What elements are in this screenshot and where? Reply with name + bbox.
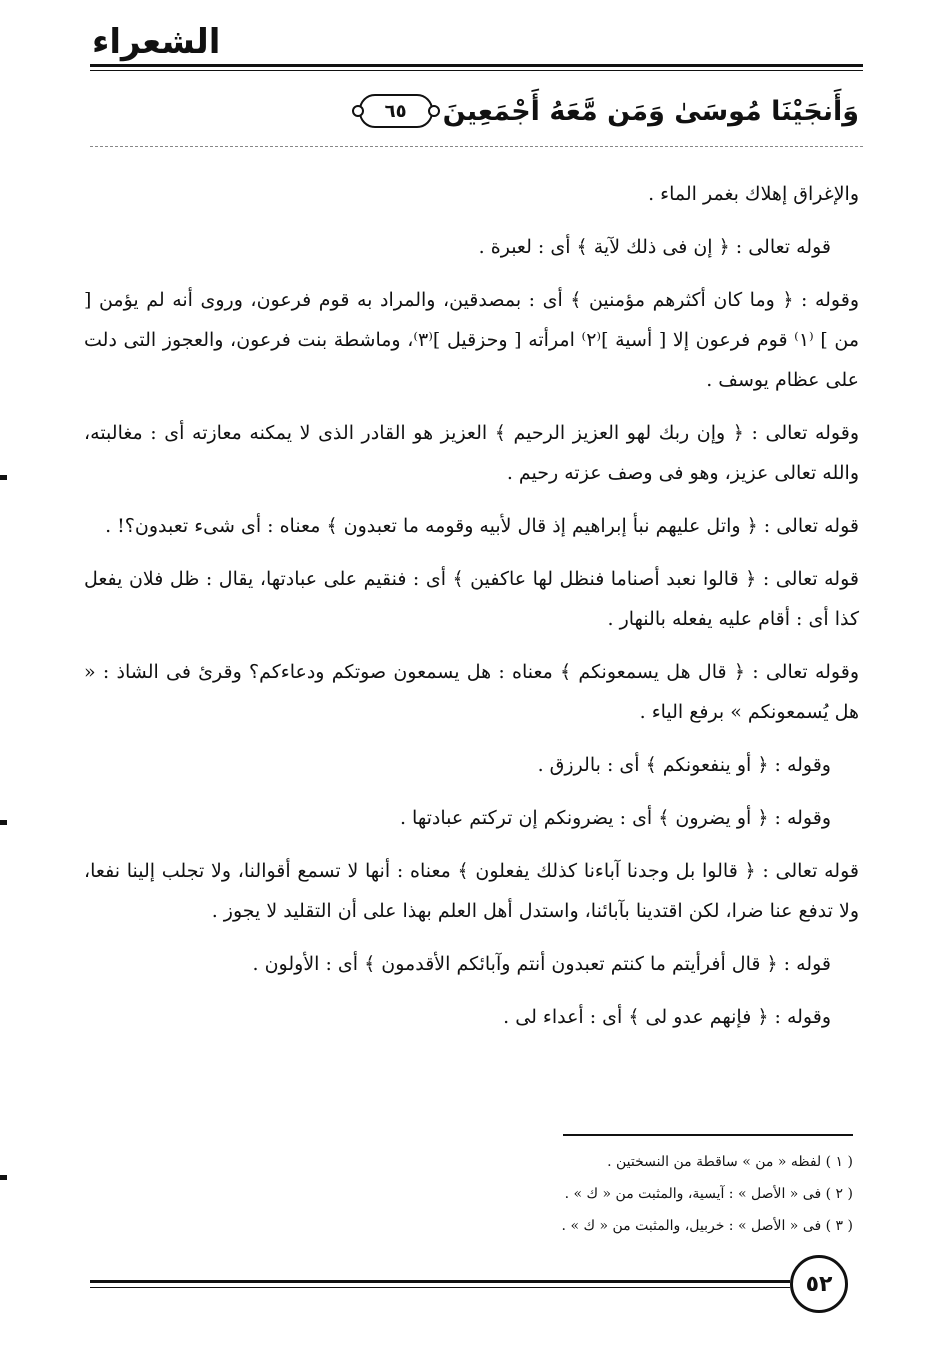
- paragraph: قوله تعالى : ﴿ واتل عليهم نبأ إبراهيم إذ قال لأبيه وقومه ما تعبدون ﴾ معناه : أى شىء تعبدون؟! .: [105, 515, 859, 537]
- footnote: ( ٢ ) فى « الأصل » : آيسية، والمثبت من « ك » .: [564, 1186, 853, 1202]
- footnotes: [473, 1146, 853, 1242]
- page-number: ٥٢: [790, 1255, 848, 1313]
- paragraph: قوله تعالى : ﴿ قالوا بل وجدنا آباءنا كذلك يفعلون ﴾ معناه : أنها لا تسمع أقوالنا، ولا تجلب إلينا نفعا، ولا تدفع عنا ضرا، لكن اقتدينا بآبائنا، واستدل أهل العلم بهذا على أن التقليد لا يجوز .: [84, 860, 859, 922]
- paragraph: قوله : ﴿ قال أفرأيتم ما كنتم تعبدون أنتم وآبائكم الأقدمون ﴾ أى : الأولون .: [252, 953, 831, 975]
- footer-rule-thick: [90, 1280, 790, 1283]
- ayah-number: ٦٥: [384, 100, 407, 122]
- footnote: ( ٣ ) فى « الأصل » : خربيل، والمثبت من « ك » .: [561, 1218, 853, 1234]
- commentary-body: [84, 174, 859, 1050]
- paragraph: وقوله : ﴿ أو ينفعونكم ﴾ أى : بالرزق .: [537, 754, 831, 776]
- footnote: ( ١ ) لفظه « من » ساقطة من النسختين .: [607, 1154, 853, 1170]
- paragraph: قوله تعالى : ﴿ إن فى ذلك لآية ﴾ أى : لعبرة .: [478, 236, 831, 258]
- verse-heading: [359, 94, 859, 128]
- margin-mark: [0, 475, 7, 480]
- paragraph: وقوله : ﴿ وما كان أكثرهم مؤمنين ﴾ أى : بمصدقين، والمراد به قوم فرعون، وروى أنه لم يؤمن [ من ] ⁽١⁾ قوم فرعون إلا [ أسية ]⁽٢⁾ امرأته [ وحزقيل ]⁽٣⁾، وماشطة بنت فرعون، والعجوز التى دلت على عظام يوسف .: [84, 289, 859, 391]
- paragraph: وقوله : ﴿ أو يضرون ﴾ أى : يضرونكم إن تركتم عبادتها .: [399, 807, 831, 829]
- verse-separator: [90, 146, 863, 147]
- header-rule-thick: [90, 64, 863, 67]
- paragraph: وقوله : ﴿ فإنهم عدو لى ﴾ أى : أعداء لى .: [503, 1006, 831, 1028]
- verse-text: وَأَنجَيْنَا مُوسَىٰ وَمَن مَّعَهُ أَجْمَعِينَ: [442, 95, 859, 127]
- header-rule-thin: [90, 70, 863, 71]
- paragraph: وقوله تعالى : ﴿ قال هل يسمعونكم ﴾ معناه : هل يسمعون صوتكم ودعاءكم؟ وقرئ فى الشاذ : « هل يُسمعونكم » برفع الياء .: [84, 661, 859, 723]
- margin-mark: [0, 820, 7, 825]
- paragraph: قوله تعالى : ﴿ قالوا نعبد أصناما فنظل لها عاكفين ﴾ أى : فنقيم على عبادتها، يقال : ظل فلان يفعل كذا أى : أقام عليه يفعله بالنهار .: [84, 568, 859, 630]
- paragraph: والإغراق إهلاك بغمر الماء .: [648, 183, 859, 205]
- surah-title: الشعراء: [92, 22, 221, 62]
- footnote-separator: [563, 1134, 853, 1136]
- footer-rule-thin: [90, 1287, 790, 1288]
- margin-mark: [0, 1175, 7, 1180]
- ayah-number-ornament: [359, 94, 433, 128]
- paragraph: وقوله تعالى : ﴿ وإن ربك لهو العزيز الرحيم ﴾ العزيز هو القادر الذى لا يمكنه معازته أى : مغالبته، والله تعالى عزيز، وهو فى وصف عزته رحيم .: [84, 422, 859, 484]
